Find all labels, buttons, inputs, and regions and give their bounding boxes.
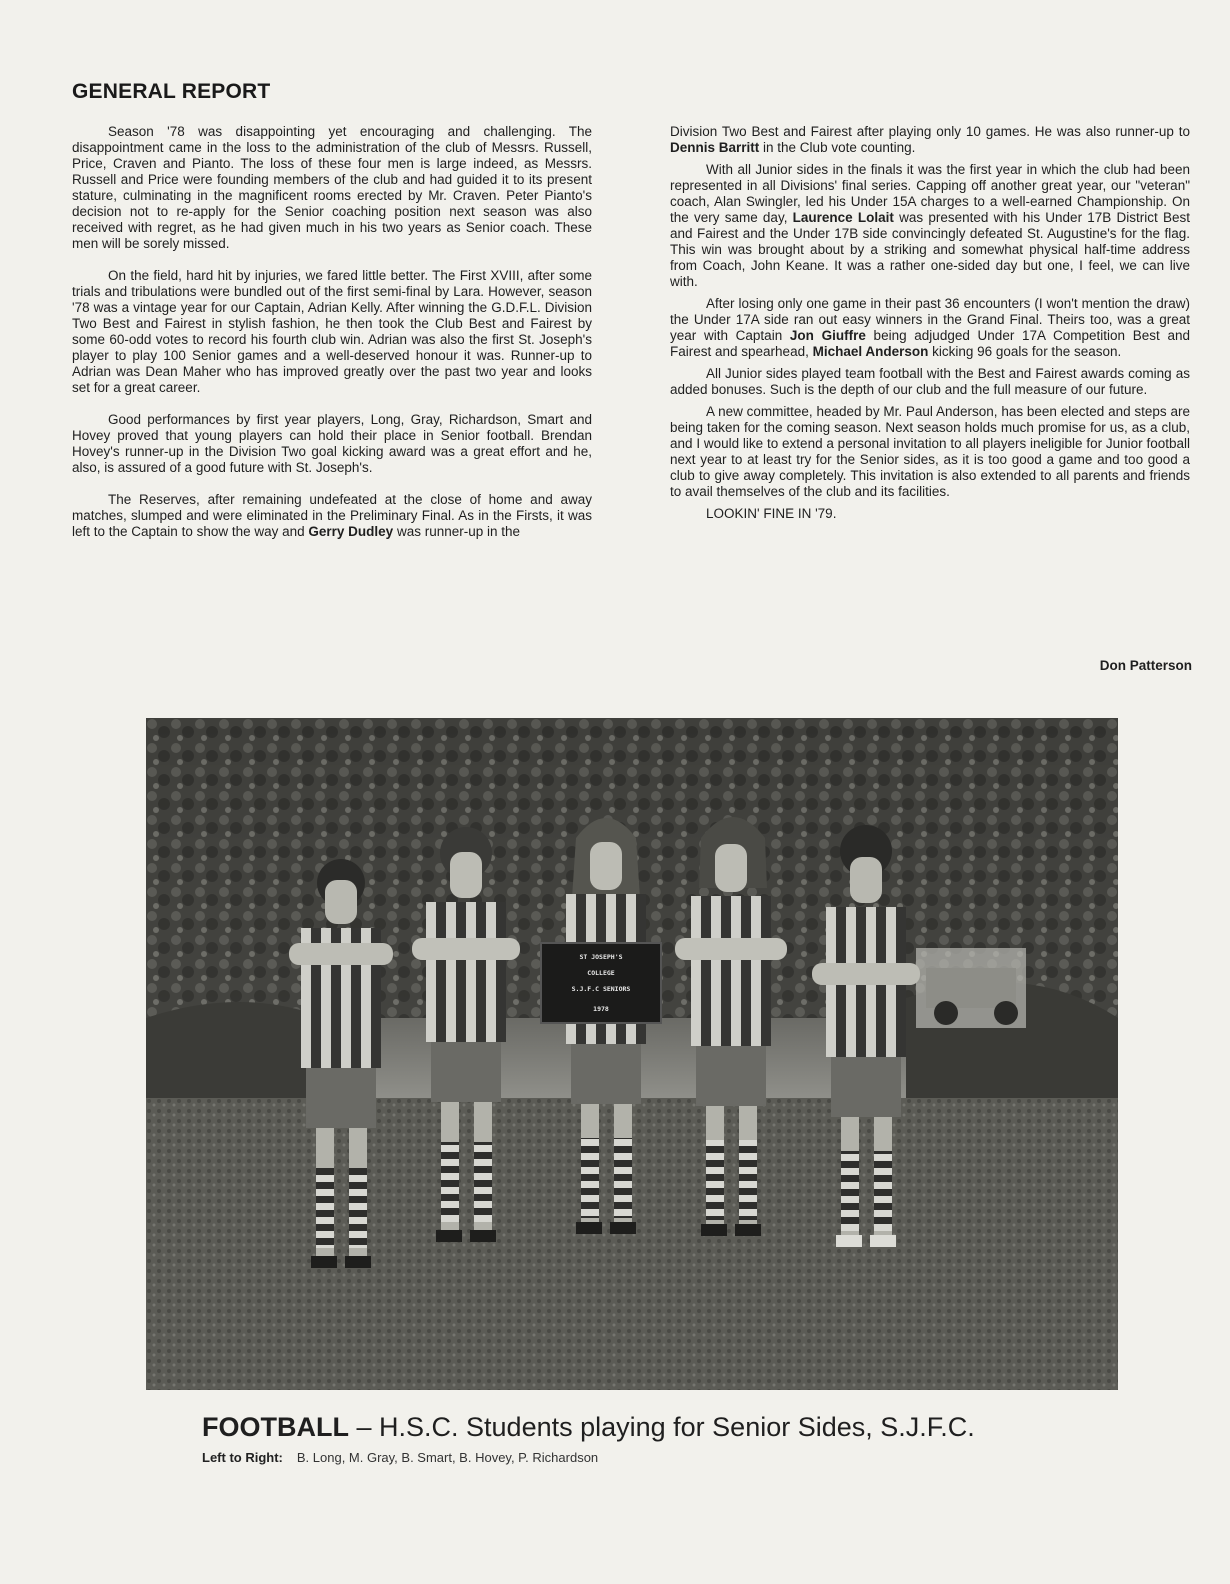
paragraph-text: LOOKIN' FINE IN '79. — [706, 506, 837, 521]
paragraph — [72, 124, 592, 252]
paragraph — [670, 162, 1190, 290]
board-line-1: ST JOSEPH'S — [579, 953, 623, 961]
board-line-3: S.J.F.C SENIORS — [571, 985, 631, 993]
paragraph-text: Division Two Best and Fairest after playing only 10 games. He was also runner-up to — [670, 124, 1190, 139]
photo-caption-names — [202, 1450, 598, 1465]
paragraph-text: was runner-up in the — [393, 524, 521, 539]
paragraph — [670, 404, 1190, 500]
caption-names-label: Left to Right: — [202, 1450, 283, 1465]
paragraph — [670, 124, 1190, 156]
bold-name: Michael Anderson — [812, 344, 929, 359]
paragraph-text: The Reserves, after remaining undefeated at the close of home and away matches, slumped and were eliminated in the Preliminary Final. As in the Firsts, it was left to the Captain to show the way and — [72, 492, 592, 539]
paragraph — [670, 296, 1190, 360]
author-signoff: Don Patterson — [1099, 658, 1192, 673]
bold-name: Jon Giuffre — [789, 328, 866, 343]
paragraph-text: With all Junior sides in the finals it was the first year in which the club had been represented in all Divisions' final series. Capping off another great year, our "veteran" coach, Alan Swingler, led his Under 15A charges to a well-earned Championship. On the very same day, — [670, 162, 1190, 225]
paragraph-text: being adjudged Under 17A Competition Best and Fairest and spearhead, — [670, 328, 1190, 359]
caption-dash: – — [348, 1412, 380, 1442]
paragraph-text: A new committee, headed by Mr. Paul Anderson, has been elected and steps are being taken for the coming season. Next season holds much promise for us, as a club, and I would like to extend a personal invitation to all players ineligible for Junior football next year to at least try for the Senior sides, as it is too good a game and too good a club to give away completely. This invitation is also extended to all parents and friends to avail themselves of the club and its facilities. — [670, 404, 1190, 499]
caption-title: FOOTBALL — [202, 1412, 349, 1442]
paragraph-text: kicking 96 goals for the season. — [928, 344, 1122, 359]
article-column-left — [72, 124, 592, 556]
board-line-2: COLLEGE — [587, 969, 615, 977]
paragraph-text: After losing only one game in their past 36 encounters (I won't mention the draw) the Under 17A side ran out easy winners in the Grand Final. Theirs too, was a great year with Captain — [670, 296, 1190, 343]
bold-name: Laurence Lolait — [792, 210, 894, 225]
bold-name: Dennis Barritt — [670, 140, 760, 155]
paragraph — [670, 366, 1190, 398]
caption-names-list: B. Long, M. Gray, B. Smart, B. Hovey, P. Richardson — [296, 1450, 599, 1465]
board-line-4: 1978 — [593, 1005, 609, 1013]
team-photo — [146, 718, 1118, 1390]
paragraph-text: On the field, hard hit by injuries, we fared little better. The First XVIII, after some trials and tribulations were bundled out of the first semi-final by Lara. However, season '78 was a vintage year for our Captain, Adrian Kelly. After winning the G.D.F.L. Division Two Best and Fairest in stylish fashion, he then took the Club Best and Fairest by some 60-odd votes to record his fourth club win. Adrian was also the first St. Joseph's player to play 100 Senior games and a well-deserved honour it was. Runner-up to Adrian was Dean Maher who has improved greatly over the past two year and looks set for a great career. — [72, 268, 592, 395]
caption-text: H.S.C. Students playing for Senior Sides, S.J.F.C. — [379, 1412, 975, 1442]
team-photo-illustration — [146, 718, 1118, 1390]
article-column-right — [670, 124, 1190, 528]
paragraph-text: Good performances by first year players, Long, Gray, Richardson, Smart and Hovey proved that young players can hold their place in Senior football. Brendan Hovey's runner-up in the Division Two goal kicking award was a great effort and he, also, is assured of a good future with St. Joseph's. — [72, 412, 592, 475]
paragraph — [72, 412, 592, 476]
paragraph — [72, 268, 592, 396]
page-title: GENERAL REPORT — [72, 80, 271, 103]
paragraph-text: was presented with his Under 17B District Best and Fairest and the Under 17B side convincingly defeated St. Augustine's for the flag. This win was brought about by a striking and somewhat physical half-time address from Coach, John Keane. It was a rather one-sided day but one, I feel, we can live with. — [670, 210, 1190, 289]
paragraph — [670, 506, 1190, 522]
paragraph-text: All Junior sides played team football with the Best and Fairest awards coming as added bonuses. Such is the depth of our club and the full measure of our future. — [670, 366, 1190, 397]
photo-caption — [202, 1412, 975, 1443]
bold-name: Gerry Dudley — [308, 524, 394, 539]
paragraph-text: in the Club vote counting. — [759, 140, 916, 155]
team-board — [541, 943, 661, 1023]
paragraph-text: Season '78 was disappointing yet encouraging and challenging. The disappointment came in the loss to the administration of the club of Messrs. Russell, Price, Craven and Pianto. The loss of these four men is large indeed, as Messrs. Russell and Price were founding members of the club and had guided it to its present stature, culminating in the magnificent rooms erected by Mr. Craven. Peter Pianto's decision not to re-apply for the Senior coaching position next season was also received with regret, as he had given much in his two years as Senior coach. These men will be sorely missed. — [72, 124, 592, 251]
paragraph — [72, 492, 592, 540]
